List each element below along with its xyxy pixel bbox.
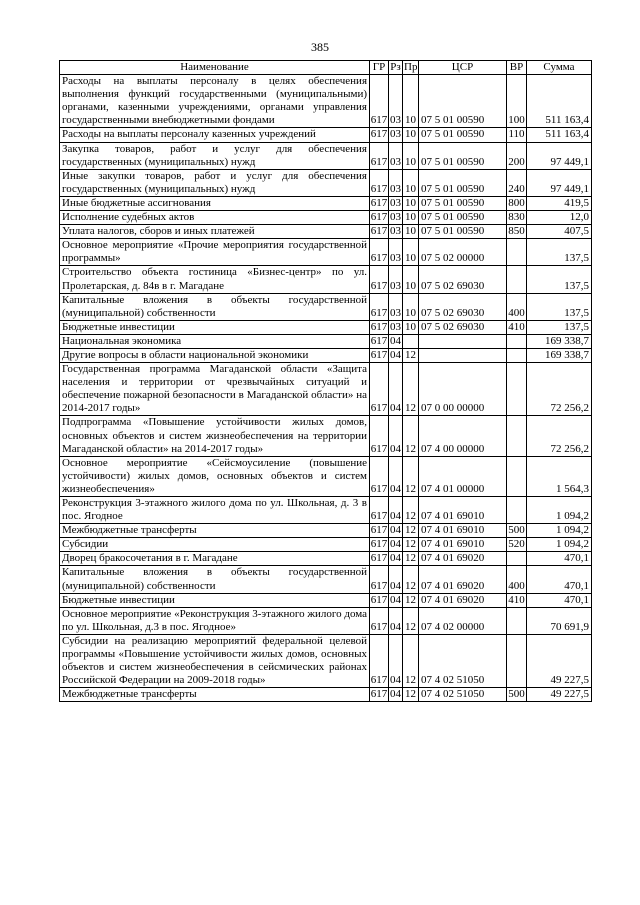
table-row: [60, 688, 592, 702]
cell-gr: 617: [370, 196, 388, 209]
cell-vr: 200: [507, 142, 527, 169]
cell-sum: 49 227,5: [527, 688, 592, 702]
cell-name: Бюджетные инвестиции: [60, 593, 370, 607]
cell-vr: 410: [508, 320, 525, 333]
cell-gr: 617: [370, 239, 389, 266]
table-row: [60, 607, 592, 634]
cell-rz: 04: [390, 348, 401, 361]
cell-sum: 1 564,3: [527, 456, 592, 496]
cell-vr: [507, 552, 527, 566]
cell-csr: 07 5 01 00590: [419, 211, 507, 225]
cell-rz: 04: [389, 607, 403, 634]
cell-gr: 617: [370, 607, 389, 634]
cell-rz: 03: [389, 142, 403, 169]
cell-pr: 10: [403, 128, 419, 142]
cell-rz: 03: [390, 211, 401, 224]
cell-csr: 07 5 01 00590: [419, 128, 507, 142]
cell-pr: 10: [403, 211, 419, 225]
cell-vr: 100: [507, 75, 527, 128]
cell-gr: 617: [370, 634, 389, 687]
column-header-gr: ГР: [370, 61, 389, 75]
table-row: [60, 456, 592, 496]
cell-csr: 07 4 02 51050: [419, 634, 507, 687]
cell-gr: 617: [370, 497, 389, 524]
cell-gr: 617: [370, 266, 389, 293]
cell-name: Исполнение судебных актов: [60, 211, 370, 225]
cell-name: Основное мероприятие «Сейсмоусиление (повышение устойчивости) жилых домов, основных объектов и систем жизнеобеспечения»: [60, 456, 370, 496]
cell-name: Реконструкция 3-этажного жилого дома по ул. Школьная, д. 3 в пос. Ягодное: [60, 497, 370, 524]
cell-vr: [507, 416, 527, 456]
cell-rz: 04: [389, 416, 403, 456]
cell-gr: 617: [370, 293, 389, 320]
cell-csr: 07 4 01 69020: [419, 593, 507, 607]
column-header-rz: Рз: [390, 61, 401, 73]
table-header-row: [60, 61, 592, 75]
cell-gr: 617: [370, 334, 388, 347]
table-row: [60, 225, 592, 239]
cell-rz: 04: [390, 593, 401, 606]
cell-pr: 12: [403, 593, 419, 607]
cell-sum: 137,5: [527, 266, 592, 293]
cell-name: Капитальные вложения в объекты государственной (муниципальной) собственности: [60, 293, 370, 320]
cell-vr: 400: [507, 566, 527, 593]
cell-rz: 03: [389, 293, 403, 320]
table-row: [60, 524, 592, 538]
cell-pr: 12: [403, 634, 419, 687]
cell-name: Иные закупки товаров, работ и услуг для обеспечения государственных (муниципальных) нужд: [60, 169, 370, 196]
cell-vr: 520: [508, 538, 525, 551]
table-row: [60, 634, 592, 687]
cell-gr: 617: [370, 320, 388, 333]
table-row: [60, 348, 592, 362]
cell-rz: 04: [389, 497, 403, 524]
cell-name: Другие вопросы в области национальной экономики: [60, 348, 370, 362]
cell-pr: [403, 334, 419, 348]
cell-sum: 72 256,2: [527, 363, 592, 416]
cell-pr: 12: [403, 688, 419, 702]
cell-name: Межбюджетные трансферты: [60, 524, 370, 538]
cell-sum: 72 256,2: [527, 416, 592, 456]
table-row: [60, 196, 592, 210]
cell-gr: 617: [370, 142, 389, 169]
table-row: [60, 566, 592, 593]
cell-pr: 10: [403, 75, 419, 128]
cell-sum: 470,1: [527, 552, 592, 566]
cell-gr: 617: [370, 363, 389, 416]
cell-gr: 617: [370, 524, 388, 537]
table-row: [60, 497, 592, 524]
cell-sum: 1 094,2: [527, 497, 592, 524]
table-row: [60, 128, 592, 142]
cell-csr: 07 5 02 69030: [419, 320, 507, 334]
cell-rz: 04: [389, 456, 403, 496]
table-row: [60, 538, 592, 552]
cell-gr: 617: [370, 225, 388, 238]
cell-sum: 511 163,4: [527, 128, 592, 142]
cell-csr: 07 4 01 69010: [419, 538, 507, 552]
cell-gr: 617: [370, 211, 388, 224]
column-header-vr: ВР: [507, 61, 527, 75]
column-header-csr: ЦСР: [419, 61, 507, 75]
cell-csr: [419, 348, 507, 362]
cell-gr: 617: [370, 416, 389, 456]
cell-pr: 10: [403, 320, 419, 334]
cell-csr: [419, 334, 507, 348]
cell-name: Бюджетные инвестиции: [60, 320, 370, 334]
cell-csr: 07 5 02 69030: [419, 266, 507, 293]
cell-rz: 04: [389, 566, 403, 593]
cell-csr: 07 4 01 00000: [419, 456, 507, 496]
cell-vr: 800: [508, 196, 525, 209]
table-row: [60, 552, 592, 566]
cell-rz: 03: [389, 75, 403, 128]
cell-gr: 617: [370, 169, 389, 196]
cell-vr: [507, 634, 527, 687]
cell-sum: 12,0: [527, 211, 592, 225]
cell-gr: 617: [370, 348, 388, 361]
cell-sum: 70 691,9: [527, 607, 592, 634]
cell-vr: 400: [507, 293, 527, 320]
table-row: [60, 293, 592, 320]
cell-name: Закупка товаров, работ и услуг для обеспечения государственных (муниципальных) нужд: [60, 142, 370, 169]
cell-rz: 03: [389, 169, 403, 196]
cell-name: Основное мероприятие «Прочие мероприятия государственной программы»: [60, 239, 370, 266]
cell-csr: 07 4 02 51050: [419, 688, 507, 702]
cell-pr: 10: [403, 266, 419, 293]
cell-vr: [507, 497, 527, 524]
table-row: [60, 239, 592, 266]
cell-gr: 617: [370, 552, 388, 565]
cell-csr: 07 5 01 00590: [419, 169, 507, 196]
cell-name: Расходы на выплаты персоналу в целях обеспечения выполнения функций государственными (муниципальными) органами, казенными учреждениями, органами управления государственными внебюджетными фондами: [60, 75, 370, 128]
cell-rz: 03: [390, 225, 401, 238]
cell-sum: 49 227,5: [527, 634, 592, 687]
cell-vr: [507, 266, 527, 293]
cell-vr: [507, 334, 527, 348]
cell-name: Строительство объекта гостиница «Бизнес-центр» по ул. Пролетарская, д. 84в в г. Магадане: [60, 266, 370, 293]
cell-sum: 137,5: [527, 239, 592, 266]
cell-vr: 500: [508, 524, 525, 537]
table-row: [60, 169, 592, 196]
cell-name: Дворец бракосочетания в г. Магадане: [60, 552, 370, 566]
cell-rz: 04: [390, 334, 401, 347]
cell-csr: 07 5 01 00590: [419, 75, 507, 128]
cell-pr: 12: [403, 538, 419, 552]
cell-vr: 500: [508, 688, 525, 701]
cell-name: Подпрограмма «Повышение устойчивости жилых домов, основных объектов и систем жизнеобеспечения на территории Магаданской области» на 2014-2017 годы»: [60, 416, 370, 456]
cell-csr: 07 4 01 69010: [419, 524, 507, 538]
cell-sum: 97 449,1: [527, 142, 592, 169]
cell-gr: 617: [370, 456, 389, 496]
table-row: [60, 320, 592, 334]
cell-gr: 617: [370, 128, 388, 141]
cell-name: Государственная программа Магаданской области «Защита населения и территории от чрезвычайных ситуаций и обеспечение пожарной безопасности в Магаданской области» на 2014-2017 годы»: [60, 363, 370, 416]
cell-gr: 617: [370, 75, 389, 128]
cell-name: Расходы на выплаты персоналу казенных учреждений: [60, 128, 370, 142]
cell-csr: 07 0 00 00000: [419, 363, 507, 416]
cell-rz: 04: [389, 363, 403, 416]
table-row: [60, 142, 592, 169]
cell-rz: 03: [390, 320, 401, 333]
cell-pr: 12: [403, 566, 419, 593]
cell-rz: 03: [389, 266, 403, 293]
cell-vr: 240: [507, 169, 527, 196]
cell-pr: 12: [403, 416, 419, 456]
cell-sum: 407,5: [527, 225, 592, 239]
cell-name: Капитальные вложения в объекты государственной (муниципальной) собственности: [60, 566, 370, 593]
page-number: 385: [311, 40, 329, 54]
cell-csr: 07 5 02 69030: [419, 293, 507, 320]
cell-sum: 1 094,2: [527, 524, 592, 538]
column-header-pr: Пр: [404, 61, 418, 73]
cell-name: Уплата налогов, сборов и иных платежей: [60, 225, 370, 239]
cell-csr: 07 4 01 69020: [419, 566, 507, 593]
cell-rz: 04: [390, 538, 401, 551]
cell-name: Субсидии: [60, 538, 370, 552]
cell-sum: 137,5: [527, 293, 592, 320]
cell-rz: 03: [390, 128, 401, 141]
table-row: [60, 266, 592, 293]
cell-rz: 03: [390, 196, 401, 209]
cell-vr: 830: [508, 211, 525, 224]
table-row: [60, 363, 592, 416]
cell-vr: [507, 363, 527, 416]
cell-sum: 169 338,7: [527, 348, 592, 362]
cell-rz: 03: [389, 239, 403, 266]
cell-csr: 07 5 01 00590: [419, 142, 507, 169]
cell-csr: 07 4 02 00000: [419, 607, 507, 634]
cell-gr: 617: [370, 688, 388, 701]
cell-rz: 04: [390, 524, 401, 537]
cell-pr: 12: [403, 456, 419, 496]
cell-name: Национальная экономика: [60, 334, 370, 348]
cell-rz: 04: [390, 552, 401, 565]
cell-csr: 07 4 00 00000: [419, 416, 507, 456]
cell-sum: 511 163,4: [527, 75, 592, 128]
cell-sum: 419,5: [527, 196, 592, 210]
table-row: [60, 211, 592, 225]
cell-name: Основное мероприятие «Реконструкция 3-этажного жилого дома по ул. Школьная, д.3 в пос. Ягодное»: [60, 607, 370, 634]
cell-pr: 10: [403, 293, 419, 320]
budget-table: [59, 60, 592, 702]
cell-sum: 97 449,1: [527, 169, 592, 196]
table-row: [60, 416, 592, 456]
cell-pr: 12: [403, 348, 419, 362]
cell-pr: 10: [403, 239, 419, 266]
cell-gr: 617: [370, 566, 389, 593]
cell-sum: 470,1: [527, 593, 592, 607]
cell-pr: 12: [403, 363, 419, 416]
cell-csr: 07 4 01 69020: [419, 552, 507, 566]
cell-vr: [507, 456, 527, 496]
table-row: [60, 334, 592, 348]
cell-name: Субсидии на реализацию мероприятий федеральной целевой программы «Повышение устойчивости жилых домов, основных объектов и систем жизнеобеспечения в сейсмических районах Российской Федерации на 2009-2018 годы»: [60, 634, 370, 687]
cell-pr: 12: [403, 497, 419, 524]
cell-vr: [507, 607, 527, 634]
cell-name: Межбюджетные трансферты: [60, 688, 370, 702]
column-header-name: Наименование: [60, 61, 370, 75]
cell-vr: [507, 239, 527, 266]
cell-pr: 12: [403, 524, 419, 538]
table-row: [60, 593, 592, 607]
table-body: [60, 75, 592, 702]
cell-csr: 07 4 01 69010: [419, 497, 507, 524]
cell-rz: 04: [390, 688, 401, 701]
cell-vr: 410: [508, 593, 525, 606]
cell-csr: 07 5 01 00590: [419, 225, 507, 239]
cell-vr: [507, 348, 527, 362]
cell-csr: 07 5 01 00590: [419, 196, 507, 210]
table-row: [60, 75, 592, 128]
cell-sum: 1 094,2: [527, 538, 592, 552]
cell-rz: 04: [389, 634, 403, 687]
cell-pr: 10: [403, 142, 419, 169]
cell-gr: 617: [370, 538, 388, 551]
cell-sum: 470,1: [527, 566, 592, 593]
cell-pr: 12: [403, 607, 419, 634]
cell-vr: 110: [508, 128, 525, 141]
cell-name: Иные бюджетные ассигнования: [60, 196, 370, 210]
column-header-sum: Сумма: [527, 61, 592, 75]
cell-pr: 12: [403, 552, 419, 566]
cell-pr: 10: [403, 196, 419, 210]
cell-vr: 850: [508, 225, 525, 238]
cell-gr: 617: [370, 593, 388, 606]
cell-sum: 137,5: [527, 320, 592, 334]
cell-csr: 07 5 02 00000: [419, 239, 507, 266]
cell-pr: 10: [403, 225, 419, 239]
cell-pr: 10: [403, 169, 419, 196]
cell-sum: 169 338,7: [527, 334, 592, 348]
